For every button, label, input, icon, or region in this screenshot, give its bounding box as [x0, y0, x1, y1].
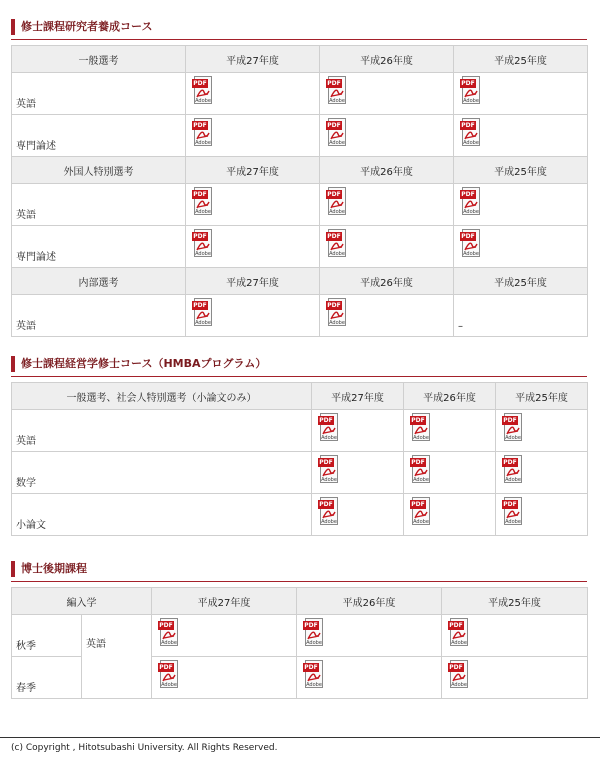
acrobat-swirl-icon — [505, 466, 521, 477]
table-doctoral — [11, 587, 588, 699]
section-title-research-course: 修士課程研究者養成コース — [11, 19, 152, 35]
pdf-tag: PDF — [193, 122, 207, 129]
row-label: 英語 — [12, 73, 186, 115]
pdf-tag: PDF — [327, 122, 341, 129]
pdf-brand-text: Adobe — [413, 477, 429, 483]
table-row — [12, 410, 588, 452]
pdf-brand-text: Adobe — [451, 682, 467, 688]
pdf-brand-text: Adobe — [463, 209, 479, 215]
table-row — [12, 115, 588, 157]
pdf-download-icon[interactable] — [460, 187, 482, 217]
table-row — [12, 184, 588, 226]
acrobat-swirl-icon — [329, 87, 345, 98]
header-row — [12, 46, 588, 73]
header-row — [12, 268, 588, 295]
acrobat-swirl-icon — [321, 466, 337, 477]
pdf-tag: PDF — [461, 80, 475, 87]
row-label: 数学 — [12, 452, 312, 494]
pdf-download-icon[interactable] — [303, 660, 325, 690]
table-row — [12, 295, 588, 337]
table-research-course — [11, 45, 588, 337]
pdf-brand-text: Adobe — [329, 98, 345, 104]
pdf-brand-text: Adobe — [413, 519, 429, 525]
pdf-brand-text: Adobe — [321, 477, 337, 483]
pdf-brand-text: Adobe — [321, 435, 337, 441]
header-h26: 平成26年度 — [404, 383, 496, 410]
header-h27: 平成27年度 — [312, 383, 404, 410]
pdf-download-icon[interactable] — [318, 413, 340, 443]
acrobat-swirl-icon — [463, 129, 479, 140]
header-internal: 内部選考 — [12, 268, 186, 295]
header-h27: 平成27年度 — [186, 46, 320, 73]
table-row — [12, 452, 588, 494]
pdf-tag: PDF — [319, 459, 333, 466]
pdf-download-icon[interactable] — [192, 229, 214, 259]
pdf-brand-text: Adobe — [463, 140, 479, 146]
row-label: 英語 — [12, 410, 312, 452]
pdf-tag: PDF — [461, 233, 475, 240]
section-divider — [11, 581, 587, 582]
section-divider — [11, 39, 587, 40]
pdf-download-icon[interactable] — [326, 76, 348, 106]
table-row — [12, 615, 588, 657]
pdf-download-icon[interactable] — [192, 118, 214, 148]
pdf-tag: PDF — [449, 664, 463, 671]
pdf-download-icon[interactable] — [460, 76, 482, 106]
header-row — [12, 588, 588, 615]
pdf-brand-text: Adobe — [306, 640, 322, 646]
acrobat-swirl-icon — [306, 629, 322, 640]
pdf-brand-text: Adobe — [329, 320, 345, 326]
pdf-tag: PDF — [461, 191, 475, 198]
pdf-brand-text: Adobe — [505, 519, 521, 525]
pdf-tag: PDF — [411, 459, 425, 466]
pdf-brand-text: Adobe — [329, 140, 345, 146]
pdf-download-icon[interactable] — [326, 229, 348, 259]
pdf-brand-text: Adobe — [463, 251, 479, 257]
header-general: 一般選考 — [12, 46, 186, 73]
pdf-download-icon[interactable] — [326, 298, 348, 328]
header-general-working: 一般選考、社会人特別選考（小論文のみ） — [12, 383, 312, 410]
pdf-brand-text: Adobe — [321, 519, 337, 525]
pdf-tag: PDF — [193, 302, 207, 309]
pdf-download-icon[interactable] — [448, 660, 470, 690]
pdf-download-icon[interactable] — [410, 455, 432, 485]
table-row — [12, 494, 588, 536]
header-row — [12, 383, 588, 410]
header-h25: 平成25年度 — [454, 268, 588, 295]
pdf-tag: PDF — [503, 501, 517, 508]
pdf-tag: PDF — [159, 664, 173, 671]
header-h25: 平成25年度 — [496, 383, 588, 410]
pdf-tag: PDF — [304, 622, 318, 629]
copyright-text: (c) Copyright , Hitotsubashi University. All Rights Reserved. — [11, 743, 278, 753]
header-h26: 平成26年度 — [320, 46, 454, 73]
pdf-download-icon[interactable] — [326, 187, 348, 217]
acrobat-swirl-icon — [195, 309, 211, 320]
acrobat-swirl-icon — [413, 508, 429, 519]
pdf-download-icon[interactable] — [502, 413, 524, 443]
header-h25: 平成25年度 — [454, 157, 588, 184]
pdf-download-icon[interactable] — [158, 618, 180, 648]
table-hmba — [11, 382, 588, 536]
pdf-tag: PDF — [327, 80, 341, 87]
pdf-brand-text: Adobe — [463, 98, 479, 104]
section-title-doctoral: 博士後期課程 — [11, 561, 87, 577]
pdf-brand-text: Adobe — [195, 140, 211, 146]
pdf-download-icon[interactable] — [448, 618, 470, 648]
pdf-tag: PDF — [319, 417, 333, 424]
pdf-tag: PDF — [503, 459, 517, 466]
row-label: 英語 — [12, 295, 186, 337]
pdf-tag: PDF — [327, 191, 341, 198]
footer-divider — [0, 737, 600, 738]
pdf-tag: PDF — [304, 664, 318, 671]
pdf-brand-text: Adobe — [195, 209, 211, 215]
pdf-download-icon[interactable] — [502, 455, 524, 485]
acrobat-swirl-icon — [306, 671, 322, 682]
acrobat-swirl-icon — [505, 424, 521, 435]
acrobat-swirl-icon — [329, 309, 345, 320]
acrobat-swirl-icon — [505, 508, 521, 519]
pdf-brand-text: Adobe — [195, 251, 211, 257]
header-foreign-special: 外国人特別選考 — [12, 157, 186, 184]
term-label-autumn: 秋季 — [12, 615, 82, 657]
header-h26: 平成26年度 — [320, 268, 454, 295]
pdf-tag: PDF — [327, 233, 341, 240]
header-h27: 平成27年度 — [186, 268, 320, 295]
pdf-tag: PDF — [461, 122, 475, 129]
pdf-download-icon[interactable] — [410, 413, 432, 443]
acrobat-swirl-icon — [329, 240, 345, 251]
pdf-brand-text: Adobe — [161, 640, 177, 646]
pdf-download-icon[interactable] — [192, 187, 214, 217]
pdf-brand-text: Adobe — [329, 209, 345, 215]
subject-label-english: 英語 — [82, 615, 152, 699]
pdf-download-icon[interactable] — [326, 118, 348, 148]
pdf-brand-text: Adobe — [505, 477, 521, 483]
pdf-download-icon[interactable] — [158, 660, 180, 690]
pdf-brand-text: Adobe — [161, 682, 177, 688]
pdf-brand-text: Adobe — [195, 98, 211, 104]
pdf-tag: PDF — [193, 80, 207, 87]
row-label: 専門論述 — [12, 226, 186, 268]
pdf-download-icon[interactable] — [460, 229, 482, 259]
acrobat-swirl-icon — [463, 198, 479, 209]
acrobat-swirl-icon — [413, 424, 429, 435]
pdf-download-icon[interactable] — [460, 118, 482, 148]
row-label: 英語 — [12, 184, 186, 226]
row-label: 小論文 — [12, 494, 312, 536]
header-h27: 平成27年度 — [152, 588, 297, 615]
term-label-spring: 春季 — [12, 657, 82, 699]
pdf-brand-text: Adobe — [329, 251, 345, 257]
acrobat-swirl-icon — [161, 629, 177, 640]
pdf-tag: PDF — [411, 501, 425, 508]
pdf-tag: PDF — [411, 417, 425, 424]
pdf-brand-text: Adobe — [505, 435, 521, 441]
acrobat-swirl-icon — [321, 508, 337, 519]
table-row — [12, 226, 588, 268]
acrobat-swirl-icon — [161, 671, 177, 682]
pdf-download-icon[interactable] — [502, 497, 524, 527]
row-label: 専門論述 — [12, 115, 186, 157]
section-divider — [11, 376, 587, 377]
pdf-tag: PDF — [327, 302, 341, 309]
pdf-download-icon[interactable] — [410, 497, 432, 527]
acrobat-swirl-icon — [413, 466, 429, 477]
acrobat-swirl-icon — [321, 424, 337, 435]
table-row — [12, 73, 588, 115]
pdf-brand-text: Adobe — [413, 435, 429, 441]
acrobat-swirl-icon — [451, 671, 467, 682]
header-h27: 平成27年度 — [186, 157, 320, 184]
acrobat-swirl-icon — [195, 129, 211, 140]
pdf-tag: PDF — [193, 233, 207, 240]
pdf-download-icon[interactable] — [192, 298, 214, 328]
header-transfer: 編入学 — [12, 588, 152, 615]
pdf-download-icon[interactable] — [192, 76, 214, 106]
acrobat-swirl-icon — [329, 198, 345, 209]
pdf-brand-text: Adobe — [195, 320, 211, 326]
not-available-dash: – — [454, 295, 588, 337]
acrobat-swirl-icon — [195, 198, 211, 209]
acrobat-swirl-icon — [329, 129, 345, 140]
pdf-download-icon[interactable] — [318, 497, 340, 527]
pdf-brand-text: Adobe — [306, 682, 322, 688]
acrobat-swirl-icon — [463, 87, 479, 98]
header-row — [12, 157, 588, 184]
header-h26: 平成26年度 — [320, 157, 454, 184]
header-h26: 平成26年度 — [297, 588, 442, 615]
acrobat-swirl-icon — [463, 240, 479, 251]
acrobat-swirl-icon — [195, 240, 211, 251]
pdf-tag: PDF — [193, 191, 207, 198]
pdf-download-icon[interactable] — [318, 455, 340, 485]
header-h25: 平成25年度 — [454, 46, 588, 73]
pdf-download-icon[interactable] — [303, 618, 325, 648]
acrobat-swirl-icon — [195, 87, 211, 98]
header-h25: 平成25年度 — [442, 588, 588, 615]
pdf-tag: PDF — [503, 417, 517, 424]
section-title-hmba: 修士課程経営学修士コース（HMBAプログラム） — [11, 356, 266, 372]
pdf-tag: PDF — [319, 501, 333, 508]
pdf-brand-text: Adobe — [451, 640, 467, 646]
acrobat-swirl-icon — [451, 629, 467, 640]
pdf-tag: PDF — [159, 622, 173, 629]
pdf-tag: PDF — [449, 622, 463, 629]
